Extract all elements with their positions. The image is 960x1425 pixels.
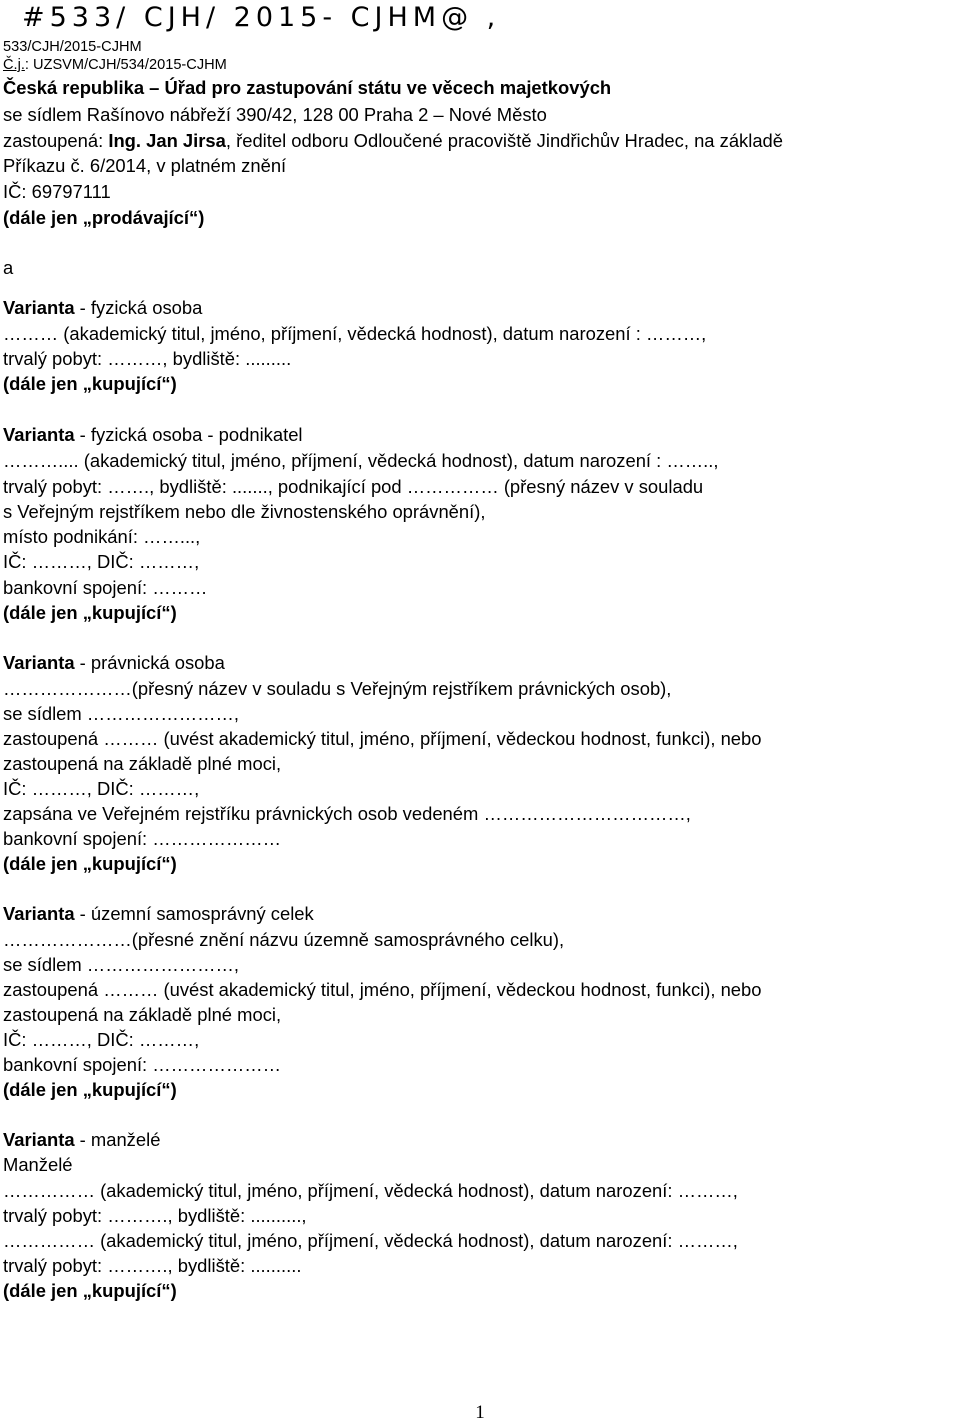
buyer-label: (dále jen „kupující“): [3, 602, 177, 623]
registry-stamp: #533/ CJH/ 2015- CJHM@ ,: [22, 2, 501, 33]
variant-natural-person-title: Varianta - fyzická osoba: [3, 297, 203, 318]
seller-ic: IČ: 69797111: [3, 181, 111, 202]
variant-municipality-line4: zastoupená na základě plné moci,: [3, 1004, 282, 1025]
variant-legal-entity-line5: IČ: ………, DIČ: ………,: [3, 778, 200, 799]
variant-spouses-subtitle: Manželé: [3, 1154, 73, 1175]
page-number: 1: [475, 1402, 485, 1423]
buyer-label: (dále jen „kupující“): [3, 1280, 177, 1301]
variant-municipality-line2: se sídlem ……………………,: [3, 954, 240, 975]
seller-person: Ing. Jan Jirsa: [108, 130, 226, 151]
variant-entrepreneur-line5: IČ: ………, DIČ: ………,: [3, 551, 200, 572]
variant-entrepreneur-line4: místo podnikání: ……...,: [3, 526, 201, 547]
seller-mandate: Příkazu č. 6/2014, v platném znění: [3, 155, 287, 176]
variant-entrepreneur-line3: s Veřejným rejstříkem nebo dle živnostenského oprávnění),: [3, 501, 486, 522]
variant-entrepreneur-line6: bankovní spojení: ………: [3, 577, 208, 598]
variant-municipality-line6: bankovní spojení: …………………: [3, 1054, 282, 1075]
buyer-label: (dále jen „kupující“): [3, 373, 177, 394]
variant-spouses-line3: …………… (akademický titul, jméno, příjmení, vědecká hodnost), datum narození: ………,: [3, 1230, 738, 1251]
variant-entrepreneur-line1: ……….... (akademický titul, jméno, příjmení, vědecká hodnost), datum narození : ……..,: [3, 450, 719, 471]
variant-legal-entity-line7: bankovní spojení: …………………: [3, 828, 282, 849]
seller-address: se sídlem Rašínovo nábřeží 390/42, 128 00 Praha 2 – Nové Město: [3, 104, 547, 125]
cj-value: : UZSVM/CJH/534/2015-CJHM: [24, 57, 227, 73]
variant-spouses-line4: trvalý pobyt: ………., bydliště: ..........: [3, 1255, 302, 1276]
variant-spouses-title: Varianta - manželé: [3, 1129, 161, 1150]
variant-municipality-line3: zastoupená ……… (uvést akademický titul, jméno, příjmení, vědeckou hodnost, funkci), nebo: [3, 979, 762, 1000]
variant-spouses-line2: trvalý pobyt: ………., bydliště: ..........,: [3, 1205, 307, 1226]
variant-entrepreneur-title: Varianta - fyzická osoba - podnikatel: [3, 424, 303, 445]
variant-legal-entity-line3: zastoupená ……… (uvést akademický titul, jméno, příjmení, vědeckou hodnost, funkci), nebo: [3, 728, 762, 749]
buyer-label: (dále jen „kupující“): [3, 853, 177, 874]
variant-natural-person-line1: ……… (akademický titul, jméno, příjmení, vědecká hodnost), datum narození : ………,: [3, 323, 707, 344]
case-number: [3, 56, 227, 74]
variant-legal-entity-line4: zastoupená na základě plné moci,: [3, 753, 282, 774]
cj-prefix: Č.j.: [3, 57, 25, 73]
seller-representation: zastoupená: Ing. Jan Jirsa, ředitel odboru Odloučené pracoviště Jindřichův Hradec, na základě: [3, 130, 784, 151]
variant-municipality-title: Varianta - územní samosprávný celek: [3, 903, 314, 924]
variant-natural-person-line2: trvalý pobyt: ………, bydliště: .........: [3, 348, 292, 369]
variant-legal-entity-line2: se sídlem ……………………,: [3, 703, 240, 724]
seller-name: Česká republika – Úřad pro zastupování státu ve věcech majetkových: [3, 77, 612, 98]
variant-entrepreneur-line2: trvalý pobyt: ……., bydliště: ......., podnikající pod …………… (přesný název v souladu: [3, 476, 704, 497]
seller-label: (dále jen „prodávající“): [3, 207, 205, 228]
variant-legal-entity-line6: zapsána ve Veřejném rejstříku právnických osob vedeném ……………………………,: [3, 803, 691, 824]
variant-municipality-line1: …………………(přesné znění názvu územně samosprávného celku),: [3, 929, 565, 950]
variant-legal-entity-line1: …………………(přesný název v souladu s Veřejným rejstříkem právnických osob),: [3, 678, 672, 699]
variant-legal-entity-title: Varianta - právnická osoba: [3, 652, 225, 673]
variant-municipality-line5: IČ: ………, DIČ: ………,: [3, 1029, 200, 1050]
buyer-label: (dále jen „kupující“): [3, 1079, 177, 1100]
variant-spouses-line1: …………… (akademický titul, jméno, příjmení, vědecká hodnost), datum narození: ………,: [3, 1180, 738, 1201]
conjunction: a: [3, 257, 14, 278]
reference-number: 533/CJH/2015-CJHM: [3, 39, 142, 55]
